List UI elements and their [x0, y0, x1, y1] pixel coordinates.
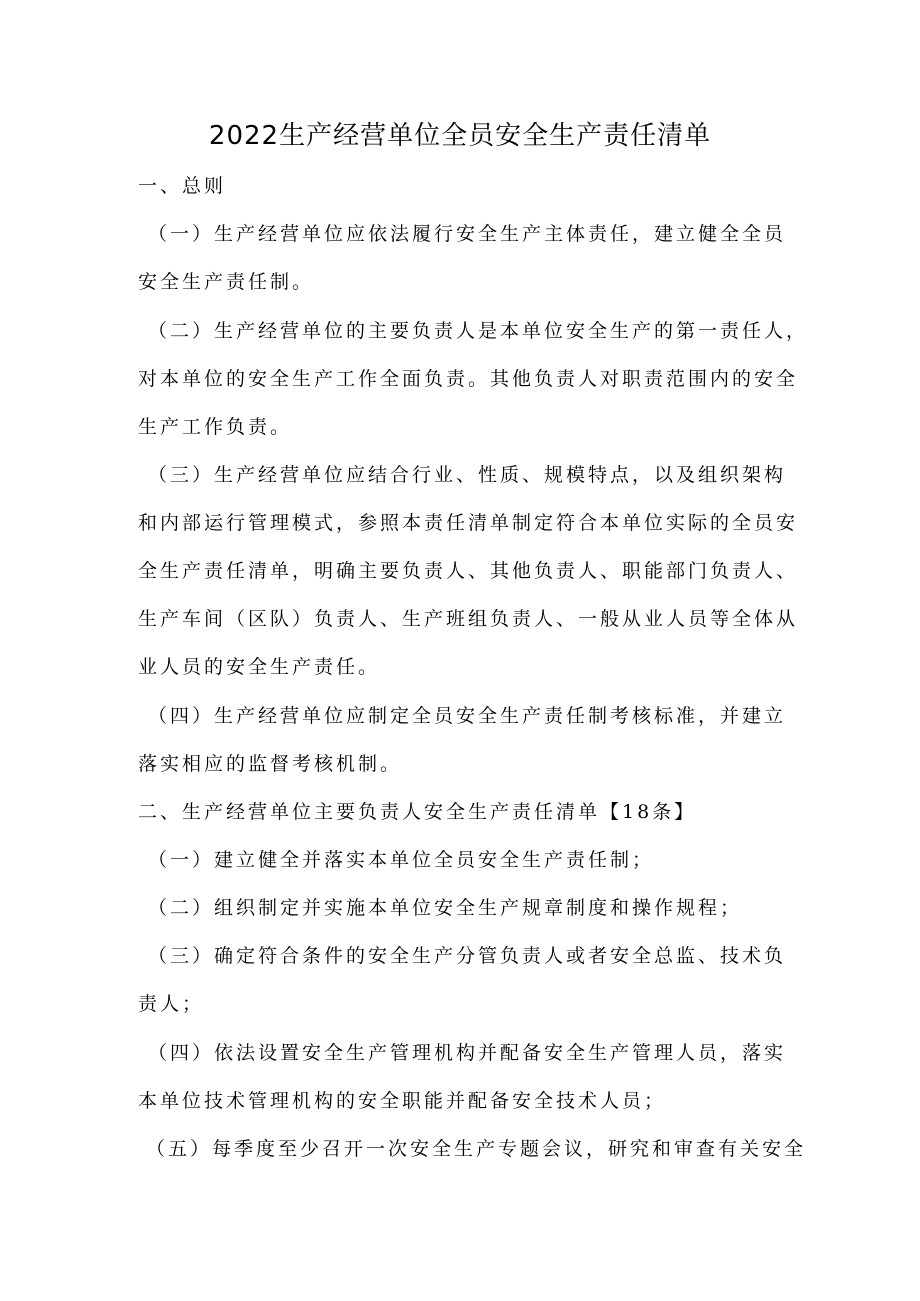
- list-item: （一）建立健全并落实本单位全员安全生产责任制；: [148, 849, 655, 871]
- paragraph-line: 业人员的安全生产责任。: [138, 656, 381, 678]
- section-heading-general: 一、总则: [138, 175, 227, 197]
- list-item: 本单位技术管理机构的安全职能并配备安全技术人员；: [138, 1090, 667, 1112]
- list-item: （二）组织制定并实施本单位安全生产规章制度和操作规程；: [148, 897, 743, 919]
- paragraph-line: （一）生产经营单位应依法履行安全生产主体责任，建立健全全员: [148, 223, 787, 245]
- list-item: （五）每季度至少召开一次安全生产专题会议，研究和审查有关安全: [146, 1138, 807, 1160]
- paragraph-line: 落实相应的监督考核机制。: [138, 753, 403, 775]
- list-item: 责人；: [138, 993, 205, 1015]
- paragraph-line: （二）生产经营单位的主要负责人是本单位安全生产的第一责任人，: [148, 320, 809, 342]
- paragraph-line: （四）生产经营单位应制定全员安全生产责任制考核标准，并建立: [148, 705, 787, 727]
- document-title: 2022生产经营单位全员安全生产责任清单: [208, 121, 712, 151]
- paragraph-line: 安全生产责任制。: [138, 271, 315, 293]
- paragraph-line: 和内部运行管理模式，参照本责任清单制定符合本单位实际的全员安: [138, 512, 799, 534]
- paragraph-line: （三）生产经营单位应结合行业、性质、规模特点，以及组织架构: [148, 464, 787, 486]
- paragraph-line: 生产车间（区队）负责人、生产班组负责人、一般从业人员等全体从: [138, 608, 799, 630]
- paragraph-line: 生产工作负责。: [138, 416, 293, 438]
- list-item: （三）确定符合条件的安全生产分管负责人或者安全总监、技术负: [148, 945, 787, 967]
- paragraph-line: 全生产责任清单，明确主要负责人、其他负责人、职能部门负责人、: [138, 560, 799, 582]
- section-heading-main-responsible: 二、生产经营单位主要负责人安全生产责任清单【18条】: [138, 801, 697, 823]
- paragraph-line: 对本单位的安全生产工作全面负责。其他负责人对职责范围内的安全: [138, 368, 799, 390]
- list-item: （四）依法设置安全生产管理机构并配备安全生产管理人员，落实: [148, 1042, 787, 1064]
